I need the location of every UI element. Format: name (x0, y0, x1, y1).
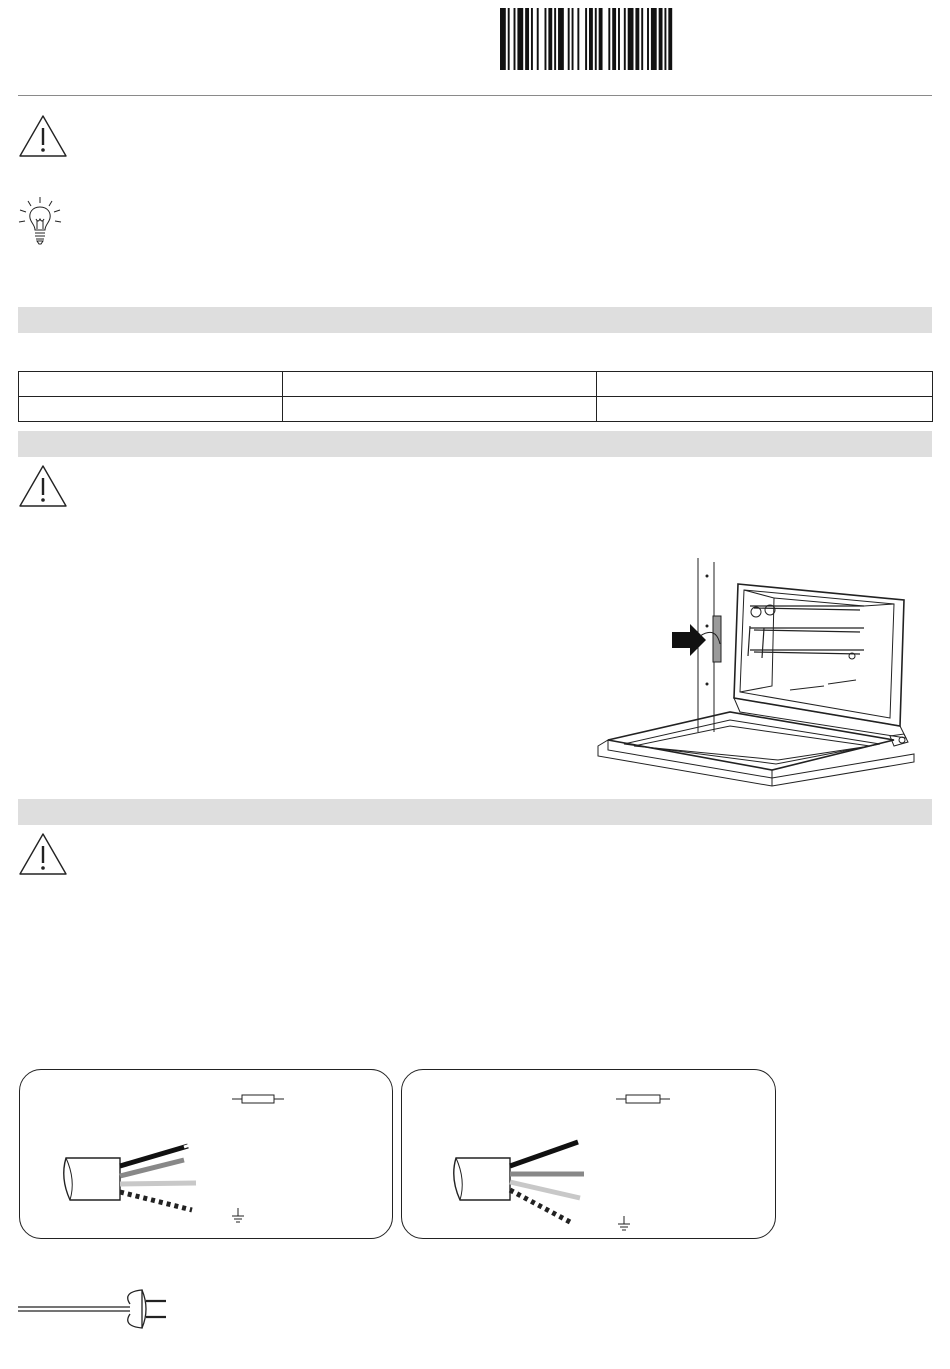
barcode-bar (514, 8, 516, 70)
warning-icon (18, 114, 68, 158)
barcode-bar (500, 8, 506, 70)
barcode-bar (618, 8, 620, 70)
barcode-bar (585, 8, 587, 70)
fuse-icon (232, 1095, 284, 1103)
barcode-bar (568, 8, 570, 70)
barcode-bar (517, 8, 523, 70)
barcode-bar (577, 8, 579, 70)
barcode-bar (537, 8, 539, 70)
barcode-bar (641, 8, 643, 70)
barcode-bar (589, 8, 593, 70)
lightbulb-icon (16, 195, 64, 247)
oven-open-door-illustration (594, 556, 920, 788)
plug-icon (18, 1286, 174, 1332)
barcode-bar (668, 8, 672, 70)
table-cell (19, 397, 283, 422)
wiring-diagram-three-wire (19, 1069, 393, 1239)
barcode-bar (508, 8, 510, 70)
barcode-bar (647, 8, 649, 70)
table-cell (597, 397, 933, 422)
barcode-bar (531, 8, 533, 70)
barcode-bar (554, 8, 556, 70)
table-cell (283, 397, 597, 422)
spec-table (18, 371, 933, 422)
barcode-bar (664, 8, 666, 70)
barcode-bar (608, 8, 610, 70)
fuse-icon (616, 1095, 670, 1103)
table-cell (597, 372, 933, 397)
barcode-bar (628, 8, 634, 70)
barcode-bar (651, 8, 657, 70)
warning-icon (18, 832, 68, 876)
barcode-bar (595, 8, 597, 70)
barcode-bar (548, 8, 552, 70)
barcode-bar (599, 8, 603, 70)
ground-symbol-icon (232, 1208, 244, 1222)
barcode (500, 8, 678, 70)
table-cell (283, 372, 597, 397)
section-band-1 (18, 307, 932, 333)
header-divider (18, 95, 932, 96)
barcode-bar (525, 8, 529, 70)
ground-symbol-icon (618, 1216, 630, 1230)
barcode-bar (545, 8, 547, 70)
barcode-bar (624, 8, 626, 70)
section-band-3 (18, 799, 932, 825)
wiring-diagram-four-wire (401, 1069, 776, 1239)
arrow-icon (672, 624, 706, 656)
table-row (19, 372, 933, 397)
warning-icon (18, 464, 68, 508)
table-row (19, 397, 933, 422)
table-cell (19, 372, 283, 397)
barcode-bar (659, 8, 663, 70)
barcode-bar (612, 8, 616, 70)
barcode-bar (635, 8, 639, 70)
barcode-bar (558, 8, 564, 70)
barcode-bar (572, 8, 574, 70)
section-band-2 (18, 431, 932, 457)
